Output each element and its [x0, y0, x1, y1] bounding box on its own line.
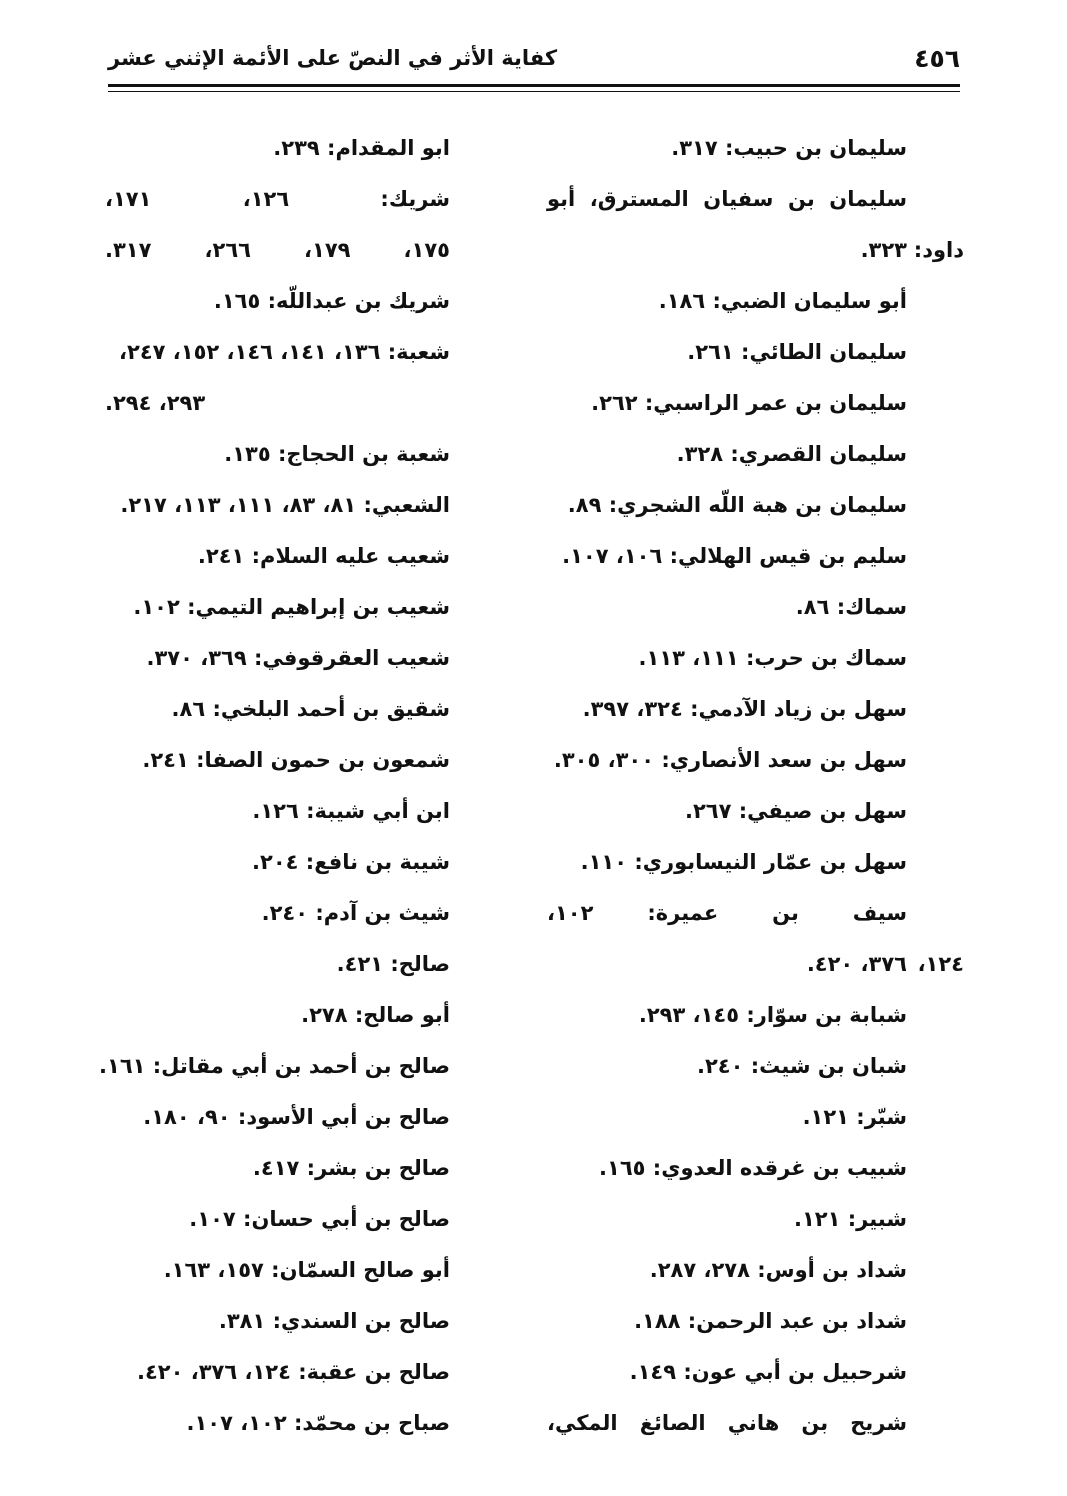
entry-text: ٣٧٦، ٤٢٠. — [806, 952, 907, 976]
index-entry: سليمان بن حبيب: ٣١٧. — [671, 136, 907, 160]
index-entry: شبيب بن غرقده العدوي: ١٦٥. — [599, 1156, 907, 1180]
index-entry: شيث بن آدم: ٢٤٠. — [261, 901, 450, 925]
entry-text: ٣٢٣. — [860, 238, 907, 262]
index-entry: شريك: ١٢٦، ١٧١، — [105, 187, 450, 211]
index-entry: شعيب عليه السلام: ٢٤١. — [197, 544, 450, 568]
index-entry — [547, 941, 964, 992]
index-entry: شعيب العقرقوفي: ٣٦٩، ٣٧٠. — [146, 646, 450, 670]
index-entry: صباح بن محمّد: ١٠٢، ١٠٧. — [186, 1411, 450, 1435]
index-entry: سيف بن عميرة: ١٠٢، — [547, 901, 907, 925]
index-entry: شيبة بن نافع: ٢٠٤. — [252, 850, 450, 874]
index-entry: شداد بن أوس: ٢٧٨، ٢٨٧. — [649, 1258, 907, 1282]
index-column-right — [547, 125, 964, 1451]
index-entry: صالح بن أبي الأسود: ٩٠، ١٨٠. — [143, 1105, 450, 1129]
index-entry: ابو المقدام: ٢٣٩. — [273, 136, 450, 160]
index-entry: سليمان بن عمر الراسبي: ٢٦٢. — [591, 391, 907, 415]
index-entry: سهل بن صيفي: ٢٦٧. — [684, 799, 907, 823]
index-entry: شبان بن شيث: ٢٤٠. — [696, 1054, 907, 1078]
index-entry: سليمان بن سفيان المسترق، أبو — [547, 187, 907, 211]
index-entry: شعبة بن الحجاج: ١٣٥. — [224, 442, 450, 466]
index-entry: أبو صالح السمّان: ١٥٧، ١٦٣. — [163, 1258, 450, 1282]
overflow-word: ١٢٤، — [917, 952, 964, 976]
header-rule-thick — [108, 84, 960, 87]
index-entry: سماك بن حرب: ١١١، ١١٣. — [638, 646, 907, 670]
index-entry: سهل بن زياد الآدمي: ٣٢٤، ٣٩٧. — [582, 697, 907, 721]
index-entry: سليمان بن هبة اللّه الشجري: ٨٩. — [567, 493, 907, 517]
index-entry: الشعبي: ٨١، ٨٣، ١١١، ١١٣، ٢١٧. — [120, 493, 450, 517]
index-entry: سليمان الطائي: ٢٦١. — [687, 340, 907, 364]
index-column-left — [99, 125, 450, 1451]
index-entry: شقيق بن أحمد البلخي: ٨٦. — [171, 697, 450, 721]
index-entry: شعبة: ١٣٦، ١٤١، ١٤٦، ١٥٢، ٢٤٧، — [119, 340, 450, 364]
index-entry: أبو سليمان الضبي: ١٨٦. — [658, 289, 907, 313]
page-number: ٤٥٦ — [914, 44, 960, 73]
index-entry: صالح: ٤٢١. — [336, 952, 450, 976]
index-entry: شبير: ١٢١. — [793, 1207, 907, 1231]
index-entry: أبو صالح: ٢٧٨. — [301, 1003, 450, 1027]
index-entry: شبّر: ١٢١. — [802, 1105, 907, 1129]
index-entry: سليمان القصري: ٣٢٨. — [676, 442, 907, 466]
index-entry: سهل بن عمّار النيسابوري: ١١٠. — [580, 850, 907, 874]
index-entry: شمعون بن حمون الصفا: ٢٤١. — [142, 748, 450, 772]
index-entry: ١٧٥، ١٧٩، ٢٦٦، ٣١٧. — [105, 238, 450, 262]
running-title: كفاية الأثر في النصّ على الأئمة الإثني عشر — [108, 46, 558, 70]
index-entry: شداد بن عبد الرحمن: ١٨٨. — [634, 1309, 907, 1333]
page-header — [108, 38, 960, 80]
index-entry — [547, 227, 964, 278]
index-entry: شبابة بن سوّار: ١٤٥، ٢٩٣. — [638, 1003, 907, 1027]
index-entry: سهل بن سعد الأنصاري: ٣٠٠، ٣٠٥. — [553, 748, 907, 772]
index-entry: شريح بن هاني الصائغ المكي، — [547, 1411, 907, 1435]
index-entry: صالح بن أبي حسان: ١٠٧. — [189, 1207, 450, 1231]
overflow-word: داود: — [913, 238, 964, 262]
index-entry: صالح بن أحمد بن أبي مقاتل: ١٦١. — [99, 1054, 450, 1078]
index-entry: صالح بن عقبة: ١٢٤، ٣٧٦، ٤٢٠. — [136, 1360, 450, 1384]
header-rule-thin — [108, 91, 960, 92]
index-entry: ابن أبي شيبة: ١٢٦. — [252, 799, 450, 823]
index-entry: ٢٩٣، ٢٩٤. — [105, 391, 206, 415]
index-entry: شريك بن عبداللّه: ١٦٥. — [213, 289, 450, 313]
index-entry: شرحبيل بن أبي عون: ١٤٩. — [629, 1360, 907, 1384]
index-entry: سماك: ٨٦. — [795, 595, 907, 619]
index-entry: شعيب بن إبراهيم التيمي: ١٠٢. — [133, 595, 450, 619]
index-entry: صالح بن السندي: ٣٨١. — [218, 1309, 450, 1333]
index-entry: سليم بن قيس الهلالي: ١٠٦، ١٠٧. — [562, 544, 907, 568]
index-entry: صالح بن بشر: ٤١٧. — [252, 1156, 450, 1180]
